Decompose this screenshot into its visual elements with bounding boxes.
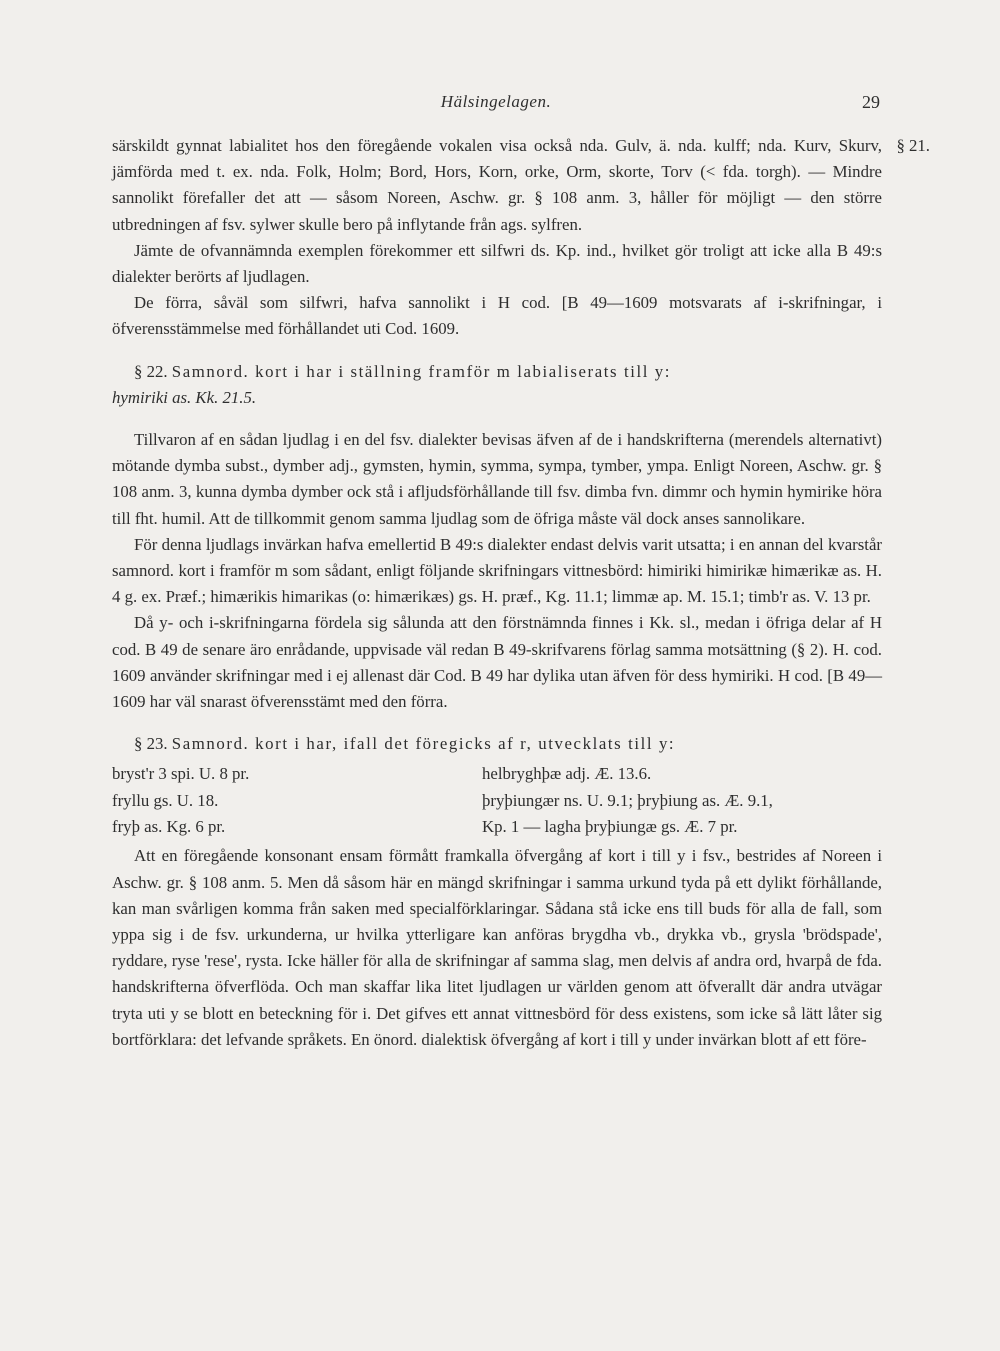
paragraph: Då y- och i-skrifningarna fördela sig sålunda att den förstnämnda finnes i Kk. sl., medan i öfriga delar af H cod. B 49 de senare äro enrådande, uppvisade väl redan B 49-skrifvarens förlag samma motsättning (§ 2). H. cod. 1609 använder skrifningar med i ej allenast där Cod. B 49 har dylika utan äfven för dess hymiriki. H cod. [B 49—1609 har väl snarast öfverensstämt med den förra. [112, 613, 882, 712]
example-item: bryst'r 3 spi. U. 8 pr. [112, 764, 250, 784]
section-heading [112, 731, 882, 757]
examples-left [112, 761, 442, 840]
example-item: Kp. 1 — lagha þryþiungæ gs. Æ. 7 pr. [482, 816, 738, 836]
example-line: hymiriki as. Kk. 21.5. [112, 387, 257, 407]
running-header [112, 92, 880, 118]
paragraph: Att en föregående konsonant ensam förmått framkalla öfvergång af kort i till y i fsv., bestrides af Noreen i Aschw. gr. § 108 anm. 5. Men då såsom här en mängd skrifningar i samma urkund tyda på ett dylikt förhållande, kan man svårligen komma från saken med specialförklaringar. Sådana stå icke ens till buds för alla de fall, som yppa sig i de fsv. urkunderna, ur hvilka ytterligare kan anföras brygdha vb., drykka vb., grysla 'brödspade', ryddare, ryse 'rese', rysta. Icke häller för alla de skrifningar af samma slag, men delvis af andra ord, hvarpå de fda. handskrifterna öfverflöda. Och man skaffar lika litet ljudlagen ur världen genom att öfverallt där andra utvägar tryta uti y se blott en beteckning för i. Det gifves ett annat vittnesbörd för dess existens, som icke så lätt låter sig bortförklara: det lefvande språkets. En önord. dialektisk öfvergång af kort i till y under invärkan blott af ett före- [112, 846, 882, 1049]
paragraph: Tillvaron af en sådan ljudlag i en del fsv. dialekter bevisas äfven af de i handskrifterna (merendels alternativt) mötande dymba subst., dymber adj., gymsten, hymin, symma, sympa, tymber, ympa. Enligt Noreen, Aschw. gr. § 108 anm. 3, kunna dymba dymber ock stå i afljudsförhållande till fsv. dimba fvn. dimmr och hymin hymirike höra till fht. humil. Att de tillkommit genom samma ljudlag som de öfriga måste väl dock anses sannolikare. [112, 430, 882, 528]
section-number: § 22. [134, 361, 168, 381]
section-title: Samnord. kort i har i ställning framför m labialiserats till y: [171, 361, 672, 381]
example-columns [112, 761, 882, 841]
paragraph: Jämte de ofvannämnda exemplen förekommer ett silfwri ds. Kp. ind., hvilket gör troligt att icke alla B 49:s dialekter berörts af ljudlagen. [112, 240, 882, 287]
section-heading [112, 359, 882, 385]
paragraph: särskildt gynnat labialitet hos den föregående vokalen visa också nda. Gulv, ä. nda. kulff; nda. Kurv, Skurv, jämförda med t. ex. nda. Folk, Holm; Bord, Hors, Korn, orke, Orm, skorte, Torv (< fda. torgh). — Mindre sannolikt förefaller det att — såsom Noreen, Aschw. gr. § 108 anm. 3, håller för möjligt — den större utbredningen af fsv. sylwer skulle bero på inflytande från ags. sylfren. [112, 136, 882, 234]
page-number: 29 [862, 92, 880, 112]
examples-right [482, 761, 882, 840]
section-number: § 23. [134, 734, 168, 754]
example-item: fryllu gs. U. 18. [112, 790, 219, 810]
example-item: helbryghþæ adj. Æ. 13.6. [482, 764, 652, 784]
paragraph: För denna ljudlags invärkan hafva emellertid B 49:s dialekter endast delvis varit utsatta; i en annan del kvarstår samnord. kort i framför m som sådant, enligt följande skrifningars vittnesbörd: himiriki himirikæ himærikæ as. H. 4 g. ex. Præf.; himærikis himarikas (o: himærikæs) gs. H. præf., Kg. 11.1; limmæ ap. M. 15.1; timb'r as. V. 13 pr. [112, 534, 882, 607]
section-title: Samnord. kort i har, ifall det föregicks af r, utvecklats till y: [171, 734, 676, 754]
body-text [112, 133, 930, 1053]
example-item: fryþ as. Kg. 6 pr. [112, 816, 226, 836]
margin-section-number: § 21. [896, 136, 930, 155]
example-item: þryþiungær ns. U. 9.1; þryþiung as. Æ. 9.1, [482, 790, 773, 810]
running-title: Hälsingelagen. [440, 92, 552, 111]
paragraph: De förra, såväl som silfwri, hafva sannolikt i H cod. [B 49—1609 motsvarats af i-skrifningar, i öfverensstämmelse med förhållandet uti Cod. 1609. [112, 293, 882, 339]
